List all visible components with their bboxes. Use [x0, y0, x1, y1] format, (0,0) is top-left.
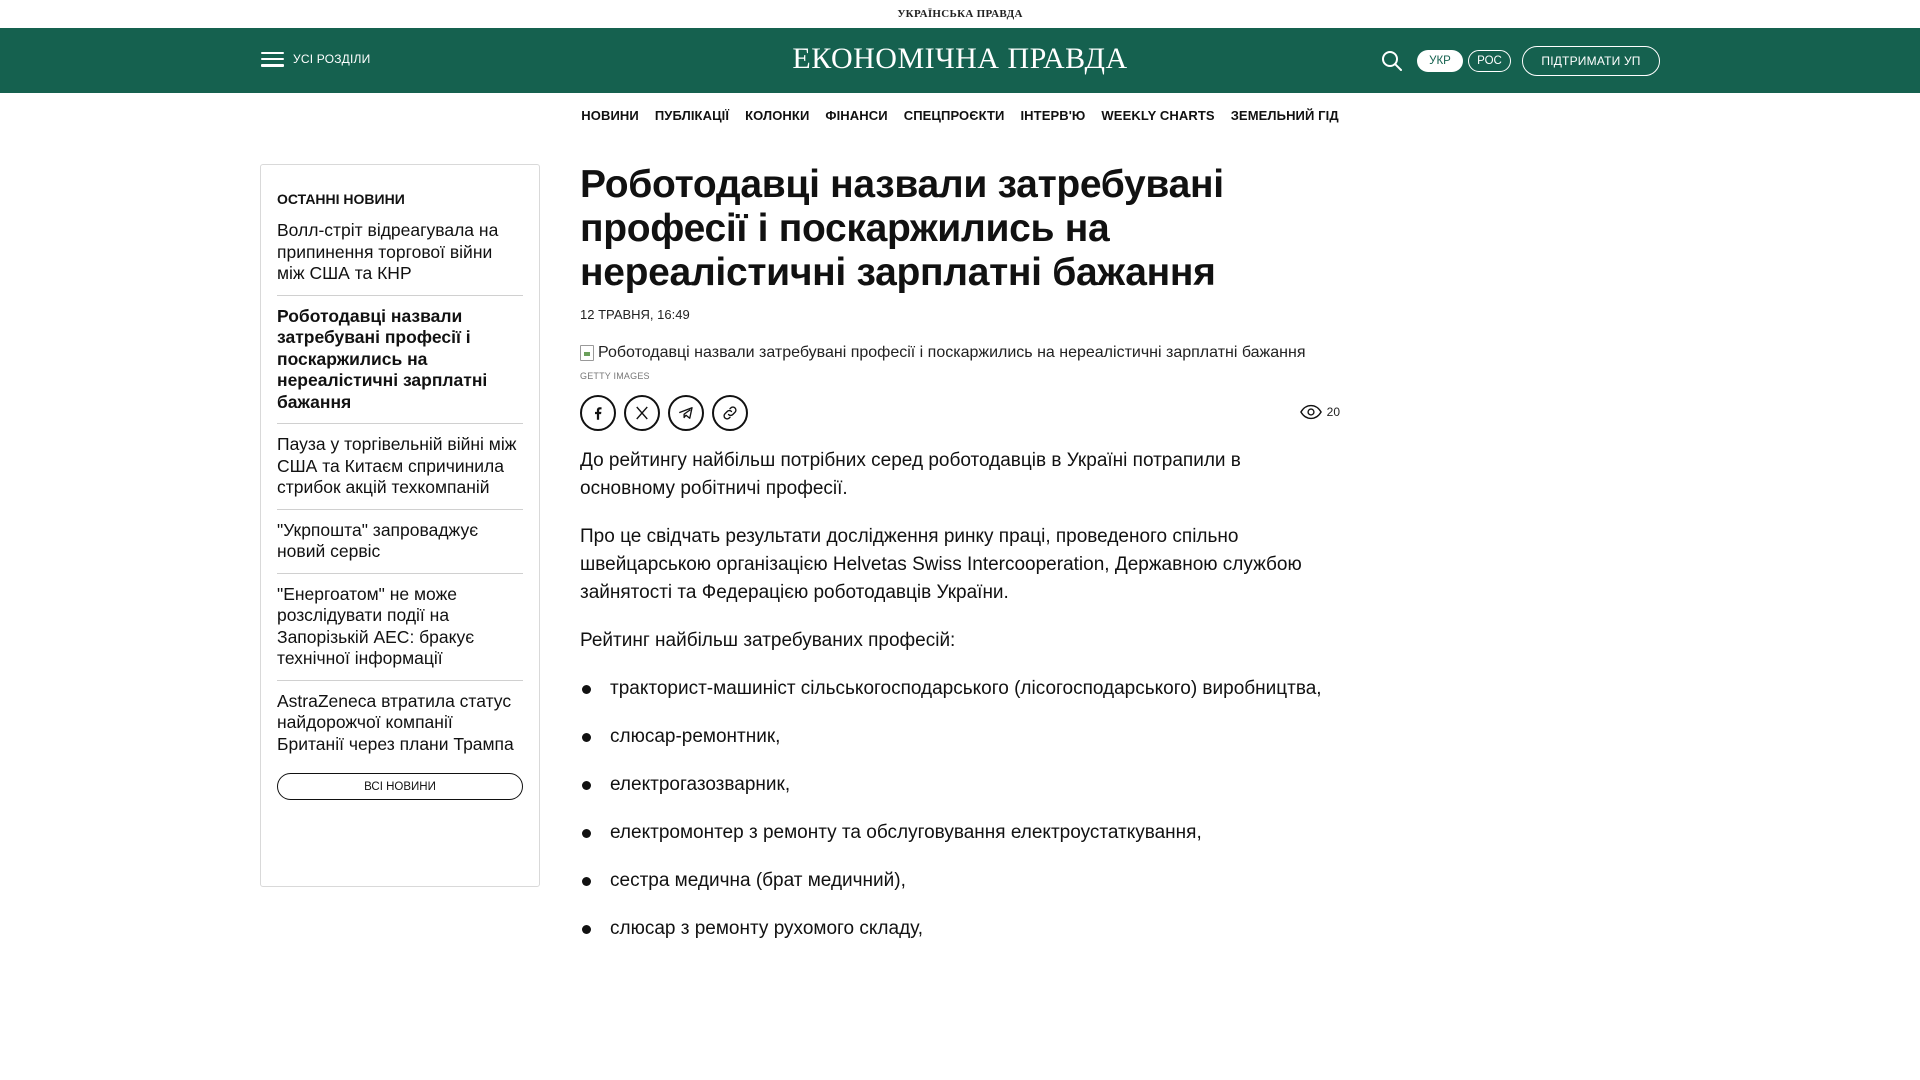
article — [580, 163, 1340, 963]
share-facebook-button[interactable] — [580, 395, 616, 431]
eye-icon — [1300, 404, 1322, 420]
article-date: 12 ТРАВНЯ, 16:49 — [580, 307, 690, 322]
nav-item[interactable]: WEEKLY CHARTS — [1101, 107, 1215, 123]
link-icon — [721, 404, 739, 422]
sidebar-news-item[interactable]: "Енергоатом" не може розслідувати події на Запорізькій АЕС: бракує технічної інформації — [277, 574, 523, 681]
all-sections-button[interactable] — [261, 48, 370, 70]
sidebar-title: ОСТАННІ НОВИНИ — [277, 191, 405, 207]
lang-ros-button[interactable]: РОС — [1468, 50, 1511, 72]
top-strip — [0, 0, 1920, 28]
latest-news-sidebar — [260, 164, 540, 887]
support-button[interactable]: ПІДТРИМАТИ УП — [1522, 46, 1660, 76]
all-sections-label: УСІ РОЗДІЛИ — [293, 52, 371, 66]
nav-item[interactable]: ІНТЕРВ'Ю — [1020, 107, 1086, 123]
nav-item[interactable]: КОЛОНКИ — [745, 107, 810, 123]
professions-list — [580, 675, 1340, 943]
share-telegram-button[interactable] — [668, 395, 704, 431]
section-nav — [0, 93, 1920, 137]
telegram-icon — [677, 404, 695, 422]
nav-item[interactable]: ЗЕМЕЛЬНИЙ ГІД — [1230, 107, 1339, 123]
list-item: електромонтер з ремонту та обслуговування електроустаткування, — [580, 819, 1340, 847]
article-hero-image — [580, 343, 1340, 363]
article-title: Роботодавці назвали затребувані професії і поскаржились на нереалістичні зарплатні бажання — [580, 163, 1224, 294]
sidebar-news-item[interactable]: Пауза у торгівельній війні між США та Китаєм спричинила стрибок акцій техкомпаній — [277, 424, 523, 510]
list-item: слюсар-ремонтник, — [580, 723, 1340, 751]
article-body — [580, 447, 1340, 943]
sidebar-news-item[interactable]: AstraZeneca втратила статус найдорожчої компанії Британії через плани Трампа — [277, 690, 514, 754]
facebook-icon — [589, 404, 607, 422]
article-paragraph: Рейтинг найбільш затребуваних професій: — [580, 630, 956, 651]
brand-logo[interactable]: ЕКОНОМІЧНА ПРАВДА — [792, 42, 1128, 75]
search-icon[interactable] — [1380, 49, 1404, 73]
nav-item[interactable]: ФІНАНСИ — [825, 107, 888, 123]
nav-item[interactable]: ПУБЛІКАЦІЇ — [654, 107, 730, 123]
view-count-value: 20 — [1326, 405, 1340, 419]
sidebar-news-item[interactable]: Роботодавці назвали затребувані професії і поскаржились на нереалістичні зарплатні бажання — [277, 296, 523, 425]
list-item: тракторист-машиніст сільськогосподарського (лісогосподарського) виробництва, — [580, 675, 1340, 703]
list-item: слюсар з ремонту рухомого складу, — [580, 915, 1340, 943]
view-count — [1300, 404, 1340, 420]
nav-item[interactable]: СПЕЦПРОЄКТИ — [903, 107, 1005, 123]
list-item: сестра медична (брат медичний), — [580, 867, 1340, 895]
nav-item[interactable]: НОВИНИ — [581, 107, 639, 123]
copy-link-button[interactable] — [712, 395, 748, 431]
article-paragraph: Про це свідчать результати дослідження ринку праці, проведеного спільно швейцарською організацією Helvetas Swiss Intercooperation, Державною службою зайнятості та Федерацією роботодавців України. — [580, 526, 1302, 603]
broken-image-icon — [580, 345, 594, 361]
share-row — [580, 395, 1340, 433]
image-credit: GETTY IMAGES — [580, 371, 650, 381]
all-news-button[interactable]: ВСІ НОВИНИ — [277, 773, 523, 800]
lang-ukr-button[interactable]: УКР — [1417, 50, 1463, 72]
up-logo[interactable]: УКРАЇНСЬКА ПРАВДА — [897, 8, 1023, 20]
sidebar-news-item[interactable]: Волл-стріт відреагувала на припинення торгової війни між США та КНР — [277, 217, 523, 296]
article-paragraph: До рейтингу найбільш потрібних серед роботодавців в Україні потрапили в основному робітничі професії. — [580, 450, 1241, 499]
sidebar-news-item[interactable]: "Укрпошта" запроваджує новий сервіс — [277, 510, 523, 574]
hamburger-icon — [261, 52, 284, 67]
list-item: електрогазозварник, — [580, 771, 1340, 799]
share-x-button[interactable] — [624, 395, 660, 431]
site-header — [0, 28, 1920, 93]
x-icon — [633, 404, 651, 422]
hero-image-alt: Роботодавці назвали затребувані професії і поскаржились на нереалістичні зарплатні бажання — [598, 344, 1306, 361]
